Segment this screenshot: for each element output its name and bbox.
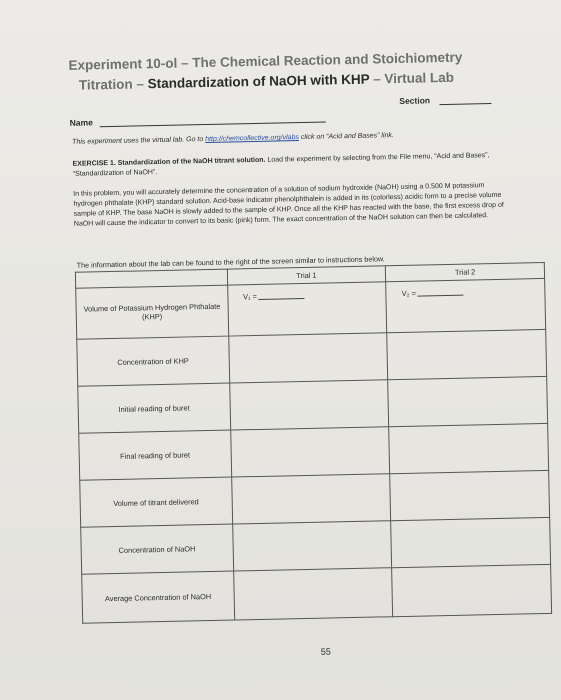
trial-1-cell[interactable] [232,521,392,571]
trial-2-cell[interactable] [388,376,548,426]
title-line-1: Experiment 10-ol – The Chemical Reaction and Stoichiometry [68,49,463,73]
v2-blank[interactable] [418,295,464,297]
trial-2-cell[interactable] [389,423,549,473]
row-label-initial-buret: Initial reading of buret [78,383,231,433]
trial-2-khp-volume-cell[interactable] [386,278,546,332]
table-header-trial-1: Trial 1 [227,266,386,285]
title-prefix: Titration – [78,76,148,93]
row-label-naoh-concentration: Concentration of NaOH [81,524,234,574]
trial-1-cell[interactable] [230,427,390,477]
worksheet-sheet [62,30,561,680]
trial-1-cell[interactable] [228,333,388,383]
name-blank[interactable] [100,121,326,127]
title-suffix: – Virtual Lab [369,69,455,87]
trial-2-cell[interactable] [392,564,552,616]
v1-blank[interactable] [259,298,305,300]
trial-1-cell[interactable] [229,380,389,430]
data-table [75,262,552,624]
trial-2-cell[interactable] [387,329,547,379]
title-main: Standardization of NaOH with KHP [147,71,370,92]
v2-label: V₂ = [401,288,416,298]
page-number: 55 [320,646,331,657]
v1-label: V₁ = [242,291,257,302]
trial-1-khp-volume-cell[interactable] [227,282,387,336]
trial-2-cell[interactable] [391,517,551,567]
table-row [82,564,552,623]
section-blank[interactable] [439,103,491,105]
trial-1-cell[interactable] [231,474,391,524]
name-label: Name [69,117,93,128]
section-label: Section [399,95,431,106]
virtual-lab-link[interactable]: http://chemcollective.org/vlabs [205,134,299,144]
intro-after: click on “Acid and Bases” link. [298,132,394,142]
exercise-label: EXERCISE 1. Standardization of the NaOH titrant solution. [72,156,266,168]
problem-paragraph: In this problem, you will accurately determine the concentration of a solution of sodium hydroxide (NaOH) using a 0.500 M potassium hydrogen phthalate (KHP) standard solution. Acid-base indicator phenolphthalein is added in its (colorless) acidic form to a precise volume sample of KHP. The base NaOH is slowly added to the sample of KHP. Once all the KHP has reacted with the base, the first excess drop of NaOH will cause the indicator to convert to its basic (pink) form. The exact concentration of the NaOH solution can then be calculated. [73,182,504,228]
row-label-final-buret: Final reading of buret [79,430,232,480]
row-label-average-naoh: Average Concentration of NaOH [82,571,235,623]
intro-before: This experiment uses the virtual lab. Go to [72,136,206,146]
intro-text [72,132,394,146]
trial-2-cell[interactable] [390,470,550,520]
exercise-text: Load the experiment by selecting from the File menu, “Acid and Bases”, “Standardization of NaOH”. [72,152,490,178]
table-header-trial-2: Trial 2 [386,262,545,281]
row-label-khp-concentration: Concentration of KHP [77,336,230,386]
title-line-2 [79,70,454,93]
info-line: The information about the lab can be found to the right of the screen similar to instructions below. [76,254,385,270]
trial-1-cell[interactable] [233,568,393,620]
row-label-khp-volume: Volume of Potassium Hydrogen Phthalate (KHP) [76,285,229,339]
exercise-paragraph [73,151,503,180]
row-label-titrant-volume: Volume of titrant delivered [80,477,233,527]
